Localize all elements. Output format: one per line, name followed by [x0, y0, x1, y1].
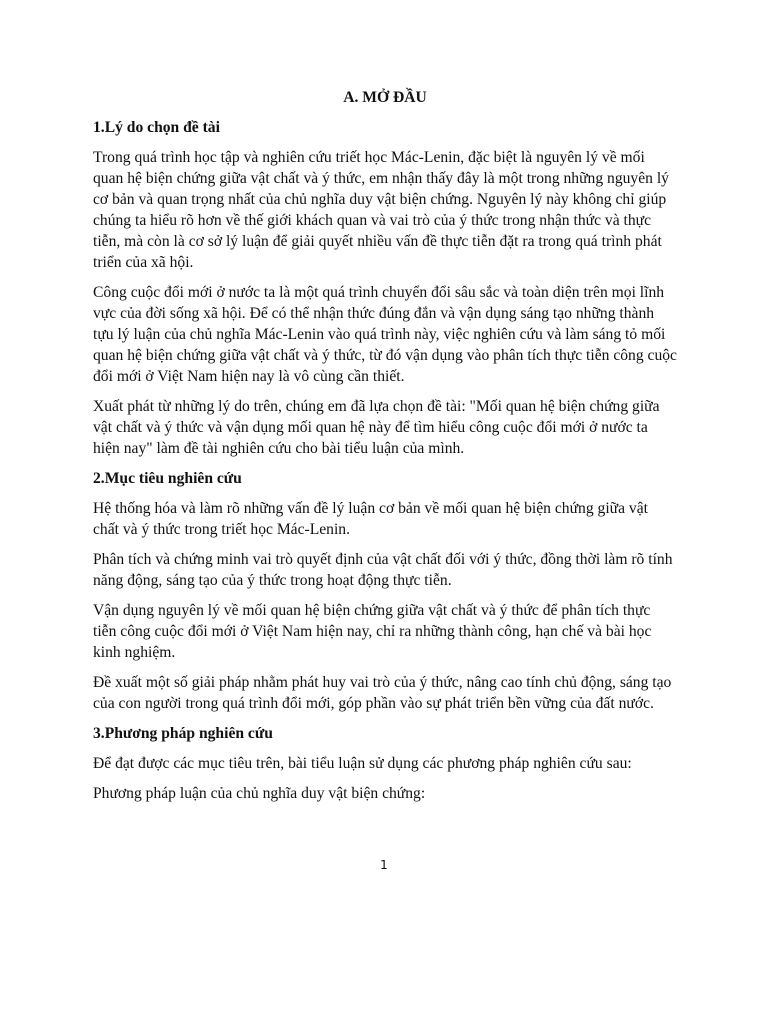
- document-body: [93, 87, 677, 813]
- paragraph: Phân tích và chứng minh vai trò quyết định của vật chất đối với ý thức, đồng thời làm rõ tính năng động, sáng tạo của ý thức trong hoạt động thực tiễn.: [93, 551, 673, 589]
- paragraph: Trong quá trình học tập và nghiên cứu triết học Mác-Lenin, đặc biệt là nguyên lý về mối quan hệ biện chứng giữa vật chất và ý thức, em nhận thấy đây là một trong những nguyên lý cơ bản và quan trọng nhất của chủ nghĩa duy vật biện chứng. Nguyên lý này không chỉ giúp chúng ta hiểu rõ hơn về thế giới khách quan và vai trò của ý thức trong nhận thức và thực tiễn, mà còn là cơ sở lý luận để giải quyết nhiều vấn đề thực tiễn đặt ra trong quá trình phát triển của xã hội.: [93, 149, 669, 271]
- paragraph: Vận dụng nguyên lý về mối quan hệ biện chứng giữa vật chất và ý thức để phân tích thực tiễn công cuộc đổi mới ở Việt Nam hiện nay, chỉ ra những thành công, hạn chế và bài học kinh nghiệm.: [93, 602, 652, 661]
- paragraph: Đề xuất một số giải pháp nhằm phát huy vai trò của ý thức, nâng cao tính chủ động, sáng tạo của con người trong quá trình đổi mới, góp phần vào sự phát triển bền vững của đất nước.: [93, 674, 672, 712]
- paragraph: Công cuộc đổi mới ở nước ta là một quá trình chuyển đổi sâu sắc và toàn diện trên mọi lĩnh vực của đời sống xã hội. Để có thể nhận thức đúng đắn và vận dụng sáng tạo những thành tựu lý luận của chủ nghĩa Mác-Lenin vào quá trình này, việc nghiên cứu và làm sáng tỏ mối quan hệ biện chứng giữa vật chất và ý thức, từ đó vận dụng vào phân tích thực tiễn công cuộc đổi mới ở Việt Nam hiện nay là vô cùng cần thiết.: [93, 284, 677, 385]
- section-heading-methods: 3.Phương pháp nghiên cứu: [93, 725, 273, 742]
- paragraph: Phương pháp luận của chủ nghĩa duy vật biện chứng:: [93, 785, 426, 802]
- document-title: A. MỞ ĐẦU: [343, 89, 427, 106]
- section-heading-reasons: 1.Lý do chọn đề tài: [93, 119, 220, 136]
- paragraph: Xuất phát từ những lý do trên, chúng em đã lựa chọn đề tài: "Mối quan hệ biện chứng giữa vật chất và ý thức và vận dụng mối quan hệ này để tìm hiểu công cuộc đổi mới ở nước ta hiện nay" làm đề tài nghiên cứu cho bài tiểu luận của mình.: [93, 398, 660, 457]
- page-number: 1: [380, 858, 388, 872]
- paragraph: Để đạt được các mục tiêu trên, bài tiểu luận sử dụng các phương pháp nghiên cứu sau:: [93, 755, 632, 772]
- section-heading-objectives: 2.Mục tiêu nghiên cứu: [93, 470, 242, 487]
- paragraph: Hệ thống hóa và làm rõ những vấn đề lý luận cơ bản về mối quan hệ biện chứng giữa vật chất và ý thức trong triết học Mác-Lenin.: [93, 500, 648, 538]
